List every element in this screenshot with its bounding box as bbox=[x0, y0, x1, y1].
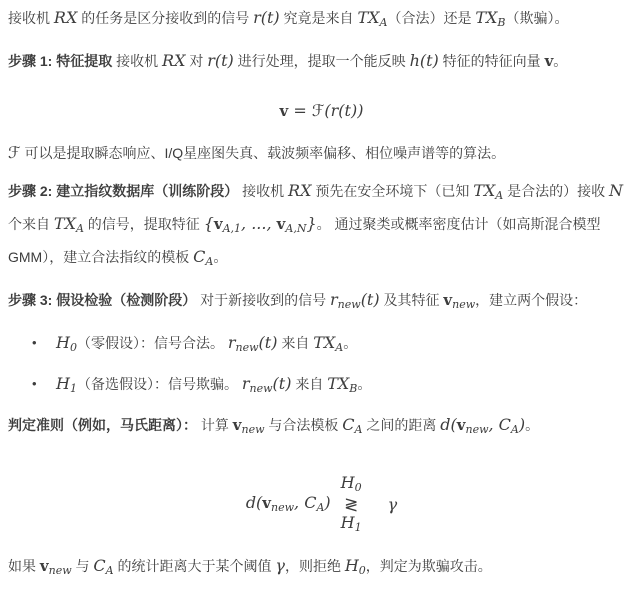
text-segment: ℱ bbox=[8, 143, 21, 162]
text-segment: RX bbox=[288, 181, 312, 200]
text-segment: TX bbox=[53, 214, 76, 233]
text-segment: { bbox=[203, 214, 214, 233]
paragraph-step3-hypothesis-testing bbox=[8, 286, 635, 319]
text-segment: ，则拒绝 bbox=[284, 558, 345, 574]
text-segment: r bbox=[227, 333, 236, 352]
text-segment: (t) bbox=[360, 290, 380, 309]
text-segment: H bbox=[56, 333, 70, 352]
text-segment: A bbox=[510, 423, 519, 436]
text-segment: , ..., bbox=[241, 214, 277, 233]
text-segment: 0 bbox=[358, 564, 366, 577]
text-segment: A bbox=[105, 564, 114, 577]
text-segment: 是合法的）接收 bbox=[503, 183, 610, 199]
bullet-icon: • bbox=[32, 335, 37, 350]
text-segment: v bbox=[213, 215, 223, 233]
text-segment: 的任务是区分接收到的信号 bbox=[77, 10, 254, 26]
text-segment: TX bbox=[475, 8, 498, 27]
text-segment: ，判定为欺骗攻击。 bbox=[365, 558, 492, 574]
gtrless-symbol: ≷ bbox=[344, 495, 359, 515]
text-segment: 来自 bbox=[291, 376, 328, 392]
text-segment: C bbox=[93, 556, 106, 575]
text-segment: 进行处理，提取一个能反映 bbox=[233, 53, 410, 69]
text-segment: 的信号，提取特征 bbox=[83, 216, 204, 232]
text-segment: new bbox=[249, 382, 273, 395]
list-item-text bbox=[56, 329, 635, 362]
text-segment: 0 bbox=[69, 341, 77, 354]
text-segment: 接收机 bbox=[112, 53, 163, 69]
text-segment: d( bbox=[440, 415, 457, 434]
text-segment: B bbox=[349, 382, 358, 395]
text-segment: A bbox=[354, 423, 363, 436]
text-segment: A,1 bbox=[222, 222, 242, 235]
list-item-h0 bbox=[8, 329, 635, 362]
text-segment: C bbox=[193, 247, 206, 266]
text-segment: (r(t)) bbox=[324, 101, 364, 120]
text-segment: r(t) bbox=[253, 8, 280, 27]
text-segment: （欺骗）。 bbox=[505, 10, 569, 26]
text-segment: A bbox=[316, 500, 325, 514]
text-segment: 特征的特征向量 bbox=[438, 53, 545, 69]
text-segment: 与合法模板 bbox=[264, 417, 343, 433]
text-segment: v bbox=[232, 416, 242, 434]
text-segment: (t) bbox=[258, 333, 278, 352]
paragraph-intro bbox=[8, 4, 635, 37]
text-segment: 究竟是来自 bbox=[279, 10, 358, 26]
threshold-gamma bbox=[388, 493, 398, 517]
text-segment: d( bbox=[245, 492, 263, 512]
text-segment: RX bbox=[162, 51, 186, 70]
text-segment: 预先在安全环境下（已知 bbox=[311, 183, 474, 199]
text-segment: 如果 bbox=[8, 558, 40, 574]
text-segment: A bbox=[335, 341, 344, 354]
text-segment: 对 bbox=[185, 53, 208, 69]
text-segment: A,N bbox=[285, 222, 307, 235]
text-segment: （零假设）：信号合法。 bbox=[76, 335, 228, 351]
text-segment: , C bbox=[488, 415, 511, 434]
text-segment: 来自 bbox=[277, 335, 314, 351]
paragraph-step2-fingerprint-database bbox=[8, 177, 635, 276]
text-segment: ) bbox=[324, 492, 331, 512]
paragraph-conclusion bbox=[8, 552, 635, 585]
text-segment: （备选假设）：信号欺骗。 bbox=[76, 376, 242, 392]
text-segment: new bbox=[271, 500, 295, 514]
text-segment: H bbox=[340, 473, 355, 492]
text-segment: TX bbox=[473, 181, 496, 200]
text-segment: 。 bbox=[357, 376, 372, 392]
text-segment: A bbox=[205, 255, 214, 268]
text-segment: new bbox=[48, 564, 72, 577]
text-segment: 步骤 2: 建立指纹数据库（训练阶段） bbox=[8, 183, 239, 199]
list-item-text bbox=[56, 370, 635, 403]
text-segment: 接收机 bbox=[8, 10, 54, 26]
text-segment: 0 bbox=[354, 481, 362, 494]
text-segment: A bbox=[379, 16, 388, 29]
text-segment: h(t) bbox=[409, 51, 439, 70]
bullet-icon: • bbox=[32, 376, 37, 391]
text-segment: 可以是提取瞬态响应、I/Q星座图失真、载波频率偏移、相位噪声谱等的算法。 bbox=[20, 145, 506, 161]
text-segment: 及其特征 bbox=[379, 292, 444, 308]
text-segment: TX bbox=[357, 8, 380, 27]
text-segment: TX bbox=[327, 374, 350, 393]
text-segment: r(t) bbox=[207, 51, 234, 70]
text-segment: 。 bbox=[553, 53, 568, 69]
text-segment: γ bbox=[387, 495, 398, 514]
text-segment: v bbox=[276, 215, 286, 233]
text-segment: 对于新接收到的信号 bbox=[196, 292, 331, 308]
paragraph-step1-feature-extraction bbox=[8, 47, 635, 75]
text-segment: C bbox=[342, 415, 355, 434]
text-segment: RX bbox=[53, 8, 78, 27]
text-segment: 与 bbox=[71, 558, 94, 574]
list-item-h1 bbox=[8, 370, 635, 403]
text-segment: r bbox=[330, 290, 338, 309]
text-segment: 的统计距离大于某个阈值 bbox=[113, 558, 276, 574]
text-segment: = bbox=[288, 101, 312, 120]
text-segment: 。 bbox=[525, 417, 540, 433]
text-segment: 1 bbox=[354, 521, 362, 534]
text-segment: 计算 bbox=[197, 417, 233, 433]
paragraph-decision-criterion bbox=[8, 411, 635, 444]
text-segment: ) bbox=[518, 415, 526, 434]
hypothesis-h1-label bbox=[341, 514, 362, 536]
text-segment: γ bbox=[275, 556, 285, 575]
text-segment: 步骤 1: 特征提取 bbox=[8, 53, 113, 69]
text-segment: A bbox=[495, 189, 504, 202]
text-segment: (t) bbox=[272, 374, 292, 393]
text-segment: 。 bbox=[343, 335, 358, 351]
text-segment: 。 bbox=[213, 249, 228, 265]
text-segment: new bbox=[235, 341, 259, 354]
text-segment: new bbox=[337, 298, 361, 311]
text-segment: H bbox=[344, 556, 359, 575]
text-segment: H bbox=[340, 513, 355, 532]
text-segment: N bbox=[609, 181, 624, 200]
text-segment: , C bbox=[294, 492, 317, 512]
text-segment: v bbox=[456, 416, 466, 434]
formula-left-expression bbox=[246, 491, 331, 520]
text-segment: 个来自 bbox=[8, 216, 54, 232]
text-segment: ，建立两个假设： bbox=[475, 292, 588, 308]
hypothesis-h0-label bbox=[341, 474, 362, 496]
text-segment: B bbox=[497, 16, 506, 29]
text-segment: 步骤 3: 假设检验（检测阶段） bbox=[8, 292, 197, 308]
text-segment: TX bbox=[313, 333, 336, 352]
text-segment: 1 bbox=[69, 382, 77, 395]
text-segment: 判定准则（例如，马氏距离）： bbox=[8, 417, 197, 433]
text-segment: （合法）还是 bbox=[387, 10, 476, 26]
relation-stack bbox=[341, 474, 362, 536]
text-segment: 接收机 bbox=[238, 183, 289, 199]
text-segment: A bbox=[75, 222, 84, 235]
text-segment: v bbox=[262, 493, 272, 512]
text-segment: r bbox=[241, 374, 250, 393]
formula-feature-vector bbox=[8, 99, 635, 123]
text-segment: } bbox=[306, 214, 317, 233]
text-segment: ℱ bbox=[311, 101, 325, 120]
text-segment: H bbox=[56, 374, 70, 393]
text-segment: new bbox=[465, 423, 489, 436]
text-segment: new bbox=[452, 298, 476, 311]
text-segment: v bbox=[544, 52, 554, 70]
text-segment: new bbox=[241, 423, 265, 436]
text-segment: v bbox=[39, 557, 49, 575]
text-segment: 。 通过聚类或概率密度估计（如高斯混合模型 GMM），建立合法指纹的模板 bbox=[8, 216, 601, 265]
formula-hypothesis-threshold bbox=[8, 474, 635, 536]
text-segment: 之间的距离 bbox=[362, 417, 441, 433]
text-segment: v bbox=[443, 291, 453, 309]
text-segment: v bbox=[279, 102, 289, 120]
paragraph-f-algorithms-note bbox=[8, 139, 635, 167]
